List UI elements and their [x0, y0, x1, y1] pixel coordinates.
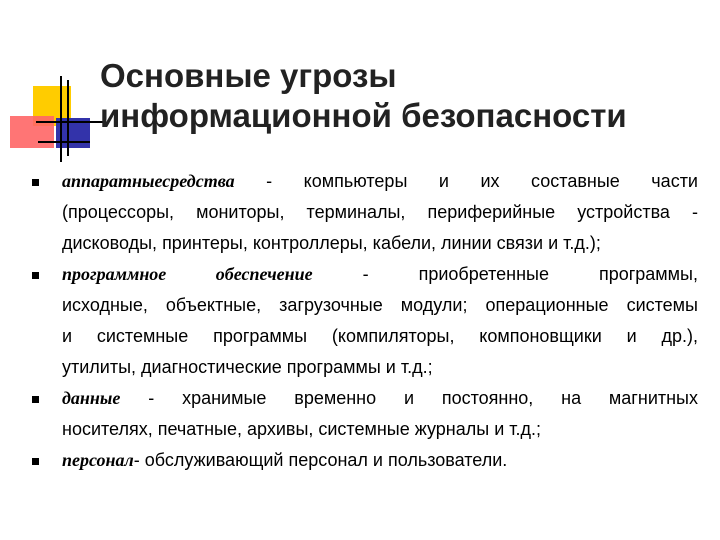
term-software: программное обеспечение — [62, 264, 313, 284]
bullet-list — [28, 166, 698, 476]
title-line-1: Основные угрозы — [100, 57, 397, 94]
list-item-software — [28, 259, 698, 383]
vertical-line-decoration — [60, 76, 62, 162]
horizontal-line-decoration — [36, 121, 104, 123]
term-hardware: аппаратныесредства — [62, 171, 235, 191]
term-personnel: персонал — [62, 450, 134, 470]
term-data: данные — [62, 388, 121, 408]
list-item-line — [62, 166, 698, 197]
list-item-line: исходные, объектные, загрузочные модули; операционные системы — [62, 295, 698, 315]
list-item-line — [62, 383, 698, 414]
title-line-2: информационной безопасности — [100, 97, 627, 134]
list-item-line: дисководы, принтеры, контроллеры, кабели, линии связи и т.д.); — [62, 233, 601, 253]
decorative-logo-graphic — [0, 0, 110, 170]
list-item-text: - обслуживающий персонал и пользователи. — [133, 450, 508, 470]
vertical-line-decoration — [67, 80, 69, 156]
list-item-line: утилиты, диагностические программы и т.д.; — [62, 357, 433, 377]
list-item-line: (процессоры, мониторы, терминалы, периферийные устройства - — [62, 202, 698, 222]
list-item-hardware — [28, 166, 698, 259]
horizontal-line-decoration — [38, 141, 90, 143]
list-item-text: - хранимые временно и постоянно, на магнитных — [120, 388, 698, 408]
list-item-line: носителях, печатные, архивы, системные журналы и т.д.; — [62, 419, 542, 439]
square-bullet-icon — [32, 458, 39, 465]
list-item-line — [62, 445, 698, 476]
square-bullet-icon — [32, 179, 39, 186]
square-bullet-icon — [32, 272, 39, 279]
list-item-line: и системные программы (компиляторы, компоновщики и др.), — [62, 326, 698, 346]
list-item-personnel — [28, 445, 698, 476]
page-title — [100, 56, 710, 136]
list-item-text: - компьютеры и их составные части — [234, 171, 698, 191]
list-item-line — [62, 259, 698, 290]
square-bullet-icon — [32, 396, 39, 403]
list-item-text: - приобретенные программы, — [312, 264, 698, 284]
list-item-data — [28, 383, 698, 445]
